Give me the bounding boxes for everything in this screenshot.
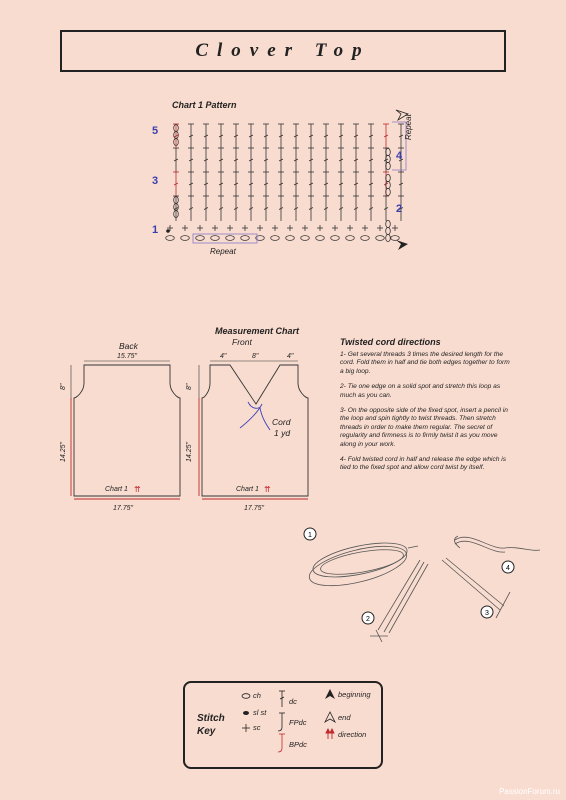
twisted-cord-heading: Twisted cord directions bbox=[340, 337, 441, 347]
front-neck: 8" bbox=[252, 353, 259, 360]
back-chart-ref: Chart 1 bbox=[105, 486, 128, 493]
key-dc-label: dc bbox=[289, 697, 297, 706]
cord-length: 1 yd bbox=[274, 428, 291, 438]
cord-label: Cord bbox=[272, 417, 291, 427]
back-side: 14.25" bbox=[60, 441, 67, 462]
step-3: 3- On the opposite side of the fixed spot, insert a pencil in the loop and spin tightly to twist threads. Then stretch threads in order to make them regular. The secret of regularity and firmness is to firmly twist it as you move along in your work. bbox=[340, 407, 508, 448]
back-label: Back bbox=[119, 341, 138, 351]
key-beginning-label: beginning bbox=[338, 690, 371, 699]
step-2: 2- Tie one edge on a solid spot and stretch this loop as much as you can. bbox=[340, 383, 501, 399]
row-number-5: 5 bbox=[152, 125, 159, 137]
stitch-key-title-line1: Stitch bbox=[197, 713, 225, 724]
direction-icon bbox=[326, 729, 334, 739]
slst-icon bbox=[243, 711, 249, 715]
front-direction-icon: ⇈ bbox=[264, 485, 271, 494]
ch-icon bbox=[242, 694, 250, 699]
back-armhole: 8" bbox=[60, 383, 67, 390]
front-chart-ref: Chart 1 bbox=[236, 486, 259, 493]
row-number-3: 3 bbox=[152, 175, 159, 187]
front-side: 14.25" bbox=[186, 441, 193, 462]
front-armhole: 8" bbox=[186, 383, 193, 390]
front-right-strap: 4" bbox=[287, 353, 294, 360]
key-slst-label: sl st bbox=[253, 708, 267, 717]
fpdc-icon bbox=[278, 713, 285, 731]
dc-icon bbox=[279, 691, 285, 707]
repeat-bottom-label: Repeat bbox=[210, 247, 236, 256]
back-bottom-width: 17.75" bbox=[113, 505, 134, 512]
row-number-1: 1 bbox=[152, 224, 159, 236]
row-number-4: 4 bbox=[396, 150, 403, 162]
page-title: Clover Top bbox=[195, 40, 371, 61]
key-direction-label: direction bbox=[338, 730, 367, 739]
chart1-heading: Chart 1 Pattern bbox=[172, 100, 237, 110]
key-fpdc-label: FPdc bbox=[289, 718, 307, 727]
back-direction-icon: ⇈ bbox=[134, 485, 141, 494]
key-sc-label: sc bbox=[253, 723, 261, 732]
bpdc-icon bbox=[278, 734, 285, 752]
figure-number-3: 3 bbox=[485, 610, 489, 617]
key-end-label: end bbox=[338, 713, 351, 722]
front-label: Front bbox=[232, 337, 252, 347]
front-bottom-width: 17.75" bbox=[244, 505, 265, 512]
step-4: 4- Fold twisted cord in half and release the edge which is tied to the fixed spot and allow cord twist by itself. bbox=[340, 456, 507, 472]
front-left-strap: 4" bbox=[220, 353, 227, 360]
back-top-width: 15.75" bbox=[117, 353, 138, 360]
key-ch-label: ch bbox=[253, 691, 261, 700]
beginning-icon bbox=[325, 689, 335, 699]
figure-number-2: 2 bbox=[366, 616, 370, 623]
step-1: 1- Get several threads 3 times the desired length for the cord. Fold them in half and tie both edges together to form a big loop. bbox=[340, 351, 510, 375]
measurement-heading: Measurement Chart bbox=[215, 326, 300, 336]
watermark: PassionForum.ru bbox=[499, 787, 560, 796]
figure-number-4: 4 bbox=[506, 565, 510, 572]
sc-icon bbox=[242, 724, 250, 732]
repeat-right-label: Repeat bbox=[404, 114, 413, 140]
end-icon bbox=[325, 712, 335, 722]
row-number-2: 2 bbox=[396, 203, 403, 215]
key-bpdc-label: BPdc bbox=[289, 740, 307, 749]
stitch-key-title-line2: Key bbox=[197, 726, 216, 737]
figure-number-1: 1 bbox=[308, 532, 312, 539]
